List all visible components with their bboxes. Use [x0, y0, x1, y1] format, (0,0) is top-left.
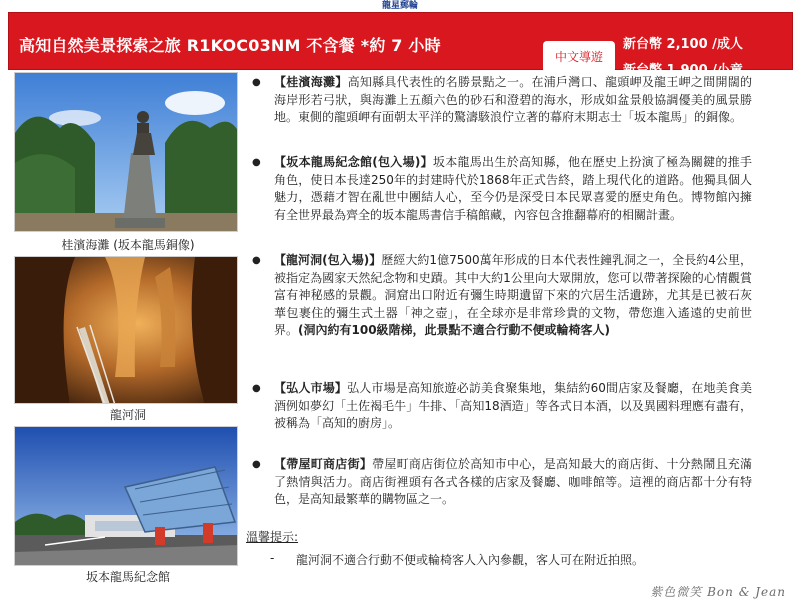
- museum-photo: [14, 426, 238, 566]
- tip-dash: -: [270, 551, 275, 565]
- list-item-hirome-market: [252, 380, 752, 433]
- list-item-ryoma-museum: [252, 154, 752, 224]
- statue-photo-caption: 桂濱海灘 (坂本龍馬銅像): [61, 238, 195, 252]
- item-heading: 【弘人市場】: [274, 381, 348, 395]
- item-body: 歷經大約1億7500萬年形成的日本代表性鐘乳洞之一，全長約4公里，被指定為國家天然紀念物和史蹟。其中大約1公里向大眾開放，您可以帶著探險的心情觀賞富有神秘感的景觀。洞窟出口附近有彌生時期遺留下來的穴居生活遺跡，尤其是已被石灰華包裹住的彌生式土器「神之壺」，在全球亦是非常珍貴的文物，帶您進入遙遠的史前世界。: [274, 253, 752, 337]
- museum-photo-caption: 坂本龍馬紀念館: [85, 570, 170, 584]
- tip-row: [246, 551, 766, 568]
- price-adult: 新台幣 2,100 /成人: [623, 37, 743, 52]
- item-heading: 【帶屋町商店街】: [274, 457, 373, 471]
- tips-title: 溫馨提示:: [246, 530, 299, 544]
- bullet-icon: ●: [252, 383, 261, 394]
- cave-photo-caption: 龍河洞: [109, 408, 146, 422]
- item-heading: 【坂本龍馬紀念館(包入場)】: [274, 155, 433, 169]
- item-body: 帶屋町商店街位於高知市中心，是高知最大的商店街、十分熱鬧且充滿了熱情與活力。商店街裡頭有各式各樣的店家及餐廳、咖啡館等。這裡的商店都十分有特色，是高知最繁華的購物區之一。: [274, 457, 752, 506]
- item-body: 高知縣具代表性的名勝景點之一。在浦戶灣口、龍頭岬及龍王岬之間開闊的海岸形若弓狀，與海灘上五顏六色的砂石和澄碧的海水，形成如盆景般協調優美的風景勝地。東側的龍頭岬有面朝太平洋的驚濤駭浪佇立著的幕府末期志士「坂本龍馬」的銅像。: [274, 75, 752, 124]
- item-warning-note: (洞內約有100級階梯，此景點不適合行動不便或輪椅客人): [298, 323, 611, 337]
- tour-header: [8, 12, 793, 78]
- item-heading: 【龍河洞(包入場)】: [274, 253, 382, 267]
- bullet-icon: ●: [252, 77, 261, 88]
- price-child: 新台幣 1,900 /小童: [623, 63, 743, 78]
- list-item-ryugado: [252, 252, 752, 340]
- list-item-katsurahama: [252, 74, 752, 127]
- brand-logo-text: 龍星郵輪: [381, 1, 418, 11]
- statue-photo: [14, 72, 238, 232]
- item-body: 坂本龍馬出生於高知縣，他在歷史上扮演了極為關鍵的推手角色，使日本長達250年的封建時代於1868年正式告終，踏上現代化的道路。他獨具個人魅力，憑藉才智在亂世中團結人心，至今仍是深受日本民眾喜愛的歷史角色。博物館內擁有全世界最為齊全的坂本龍馬書信手稿館藏，內容包含推翻幕府的相關計畫。: [274, 155, 752, 222]
- item-heading: 【桂濱海灘】: [274, 75, 348, 89]
- watermark: 紫色微笑 Bon & Jean: [650, 585, 786, 599]
- bullet-icon: ●: [252, 255, 261, 266]
- tip-text: 龍河洞不適合行動不便或輪椅客人入內參觀，客人可在附近拍照。: [296, 553, 645, 567]
- tour-title: 高知自然美景探索之旅 R1KOC03NM 不含餐 *約 7 小時: [19, 36, 441, 55]
- bullet-icon: ●: [252, 459, 261, 470]
- tips-section: [246, 528, 766, 568]
- bullet-icon: ●: [252, 157, 261, 168]
- chinese-guide-badge: 中文導遊: [543, 41, 615, 73]
- cave-photo: [14, 256, 238, 404]
- list-item-obiyamachi: [252, 456, 752, 509]
- item-body: 弘人市場是高知旅遊必訪美食聚集地，集結約60間店家及餐廳，在地美食美酒例如夢幻「土佐褐毛牛」牛排、「高知18酒造」等各式日本酒，以及異國料理應有盡有，被稱為「高知的廚房」。: [274, 381, 752, 430]
